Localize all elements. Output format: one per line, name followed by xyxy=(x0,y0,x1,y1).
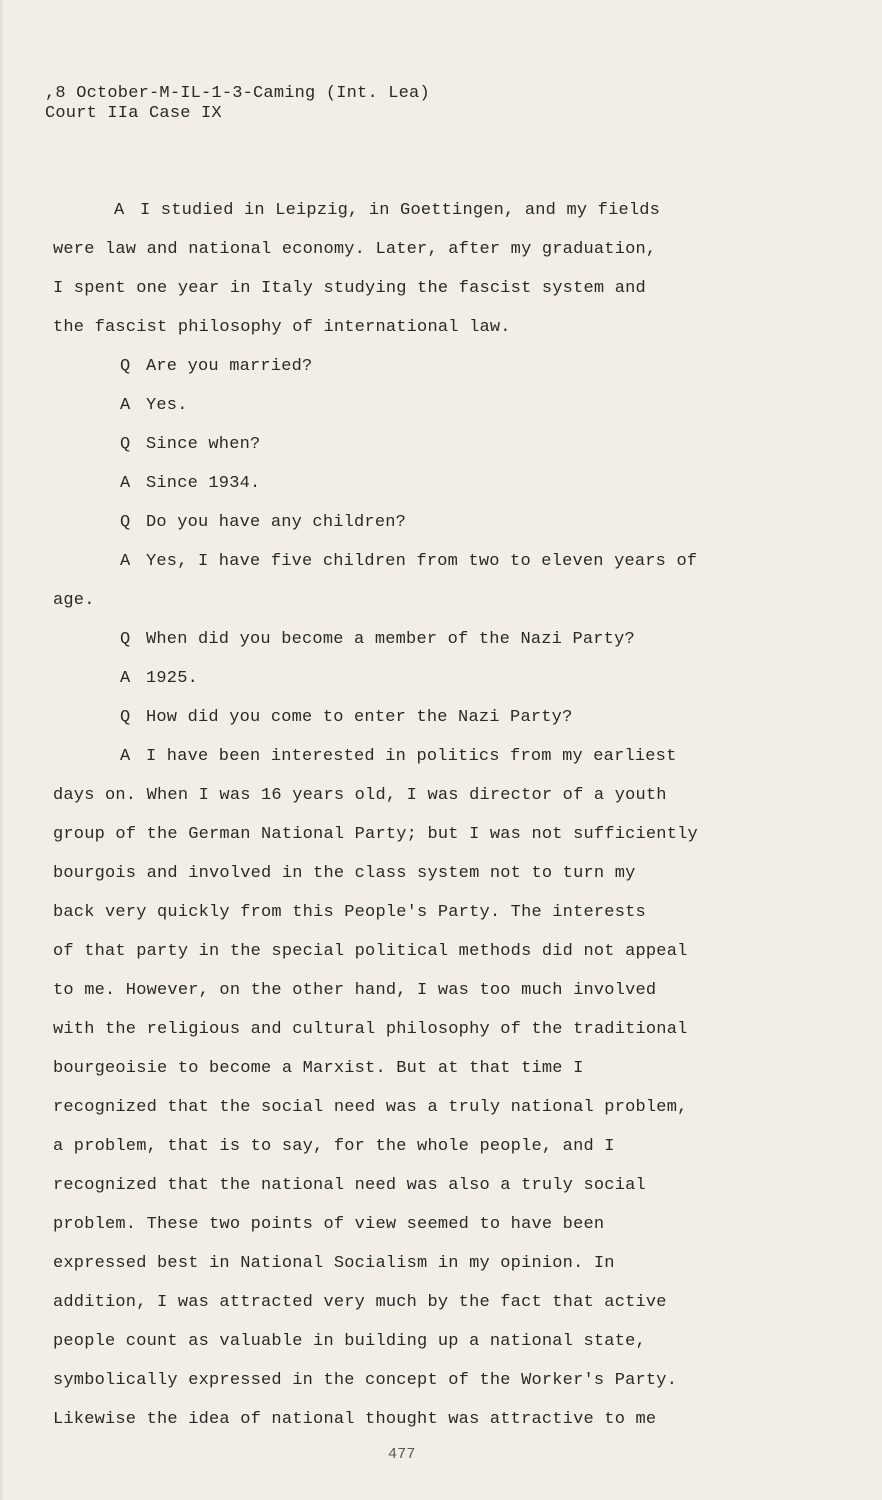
question-line xyxy=(120,630,635,650)
page-edge xyxy=(0,0,4,1500)
text-line: bourgois and involved in the class system not to turn my xyxy=(53,864,636,883)
text-line: the fascist philosophy of international law. xyxy=(53,318,511,337)
speaker-label: Q xyxy=(120,708,131,727)
text-line: a problem, that is to say, for the whole people, and I xyxy=(53,1137,615,1156)
answer-line xyxy=(120,747,677,767)
answer-text: Yes, I have five children from two to eleven years of xyxy=(146,552,698,571)
answer-line xyxy=(120,396,188,416)
speaker-label: Q xyxy=(120,357,131,376)
text-line: addition, I was attracted very much by the fact that active xyxy=(53,1293,667,1312)
text-line: recognized that the national need was also a truly social xyxy=(53,1176,646,1195)
text-line: with the religious and cultural philosophy of the traditional xyxy=(53,1020,688,1039)
speaker-label: A xyxy=(120,396,131,415)
speaker-label: A xyxy=(120,747,131,766)
speaker-label: Q xyxy=(120,435,131,454)
text-line: problem. These two points of view seemed to have been xyxy=(53,1215,605,1234)
answer-text: I have been interested in politics from my earliest xyxy=(146,747,677,766)
answer-text: Yes. xyxy=(146,396,188,415)
text-line: age. xyxy=(53,591,95,610)
answer-text: I studied in Leipzig, in Goettingen, and my fields xyxy=(140,201,661,220)
header-line-2: Court IIa Case IX xyxy=(45,104,222,123)
text-line: people count as valuable in building up a national state, xyxy=(53,1332,646,1351)
speaker-label: A xyxy=(120,474,131,493)
speaker-label: A xyxy=(120,669,131,688)
question-text: When did you become a member of the Nazi Party? xyxy=(146,630,635,649)
question-text: Are you married? xyxy=(146,357,313,376)
answer-line xyxy=(120,669,198,689)
text-line: symbolically expressed in the concept of the Worker's Party. xyxy=(53,1371,678,1390)
answer-line xyxy=(120,474,260,494)
question-line xyxy=(120,708,572,728)
header-line-1: ,8 October-M-IL-1-3-Caming (Int. Lea) xyxy=(45,84,430,103)
answer-text: 1925. xyxy=(146,669,199,688)
question-line xyxy=(120,435,260,455)
page-number: 477 xyxy=(388,1446,416,1463)
speaker-label: A xyxy=(120,552,131,571)
text-line: days on. When I was 16 years old, I was director of a youth xyxy=(53,786,667,805)
answer-line xyxy=(120,552,697,572)
question-line xyxy=(120,357,312,377)
question-text: How did you come to enter the Nazi Party? xyxy=(146,708,573,727)
text-line: were law and national economy. Later, after my graduation, xyxy=(53,240,657,259)
question-text: Since when? xyxy=(146,435,261,454)
text-line: Likewise the idea of national thought was attractive to me xyxy=(53,1410,657,1429)
speaker-label: Q xyxy=(120,630,131,649)
text-line: expressed best in National Socialism in my opinion. In xyxy=(53,1254,615,1273)
text-line: group of the German National Party; but I was not sufficiently xyxy=(53,825,698,844)
question-line xyxy=(120,513,406,533)
text-line: to me. However, on the other hand, I was too much involved xyxy=(53,981,657,1000)
answer-text: Since 1934. xyxy=(146,474,261,493)
text-line: I spent one year in Italy studying the fascist system and xyxy=(53,279,646,298)
text-line: back very quickly from this People's Party. The interests xyxy=(53,903,646,922)
speaker-label: Q xyxy=(120,513,131,532)
text-line: recognized that the social need was a truly national problem, xyxy=(53,1098,688,1117)
text-line: of that party in the special political methods did not appeal xyxy=(53,942,688,961)
question-text: Do you have any children? xyxy=(146,513,407,532)
answer-line xyxy=(114,201,660,221)
text-line: bourgeoisie to become a Marxist. But at that time I xyxy=(53,1059,584,1078)
speaker-label: A xyxy=(114,201,125,220)
